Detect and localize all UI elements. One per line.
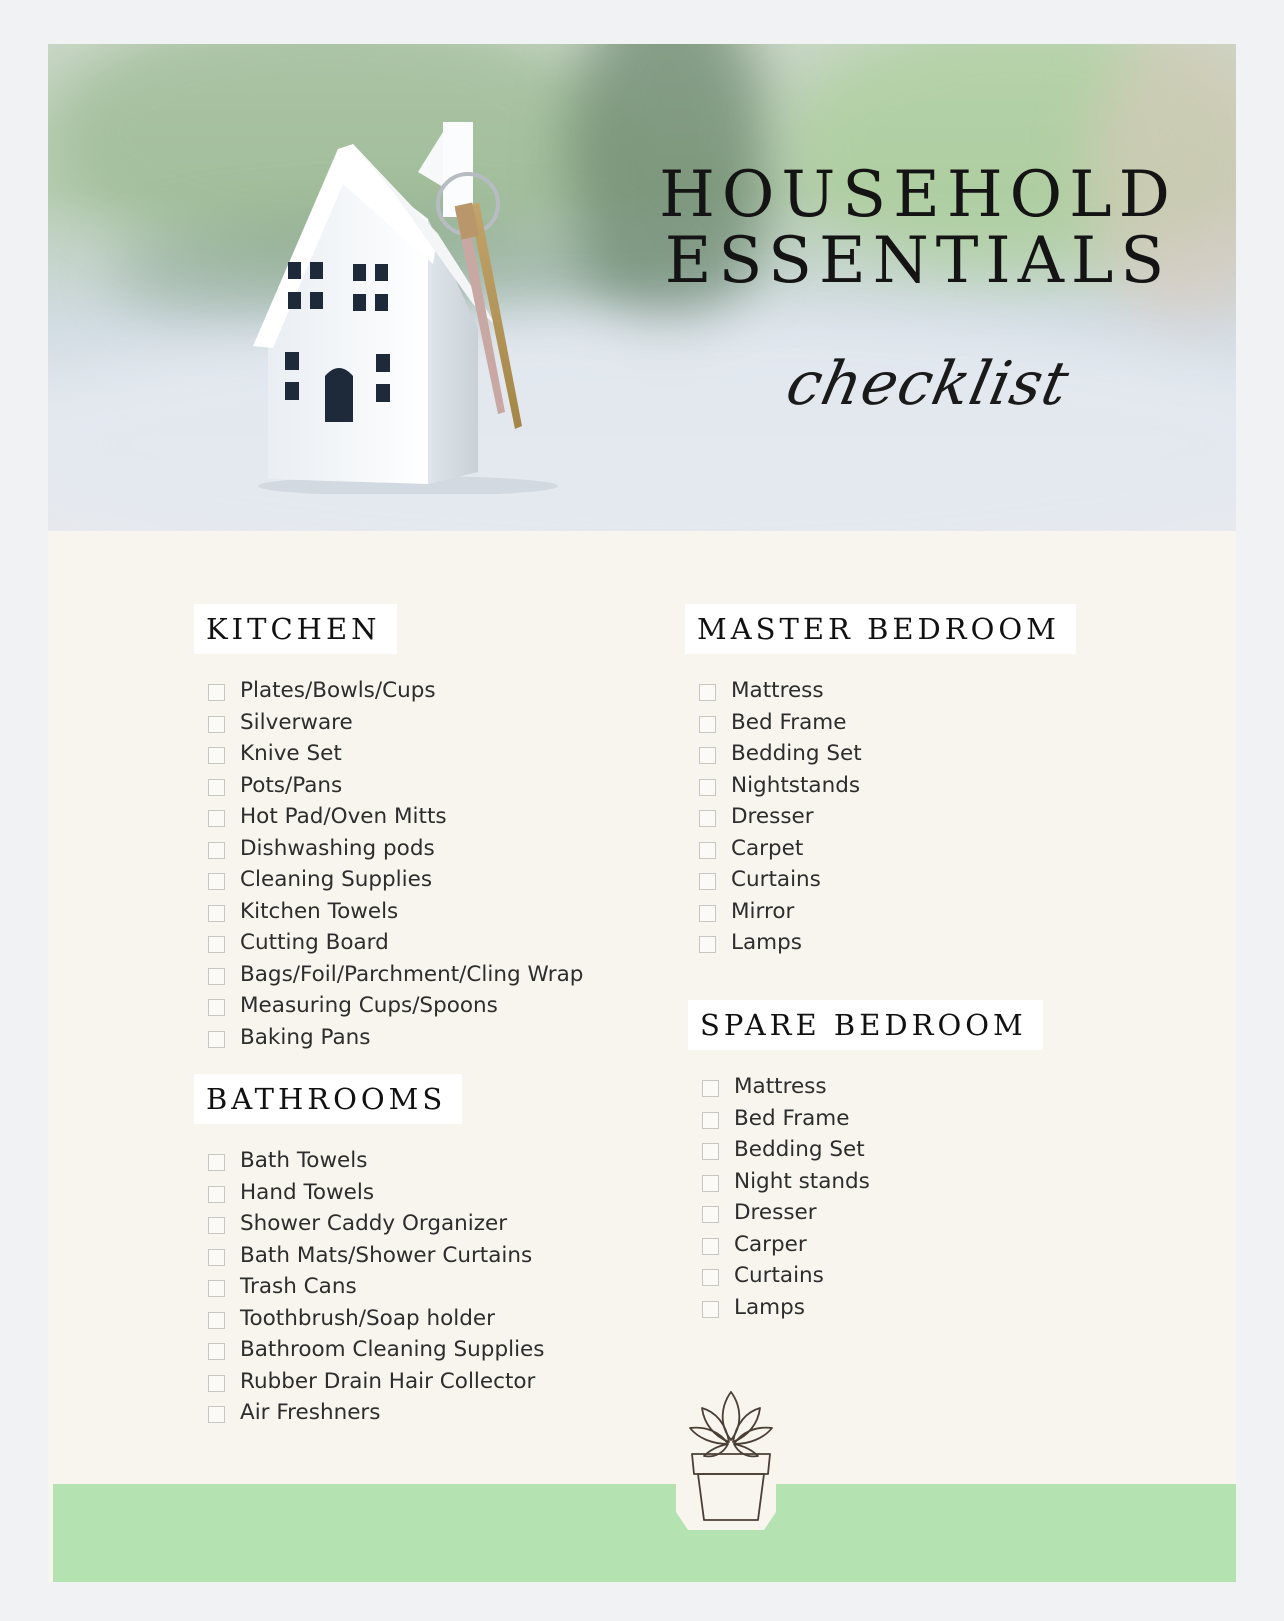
empty-checkbox-icon[interactable] — [208, 747, 225, 764]
checklist-item — [194, 865, 583, 897]
empty-checkbox-icon[interactable] — [699, 716, 716, 733]
item-label: Measuring Cups/Spoons — [240, 993, 498, 1018]
empty-checkbox-icon[interactable] — [699, 905, 716, 922]
empty-checkbox-icon[interactable] — [208, 999, 225, 1016]
checklist-item — [688, 1104, 1043, 1136]
empty-checkbox-icon[interactable] — [208, 810, 225, 827]
checklist-item — [194, 1178, 544, 1210]
checklist-item — [194, 676, 583, 708]
checklist-item — [194, 708, 583, 740]
item-label: Air Freshners — [240, 1400, 381, 1425]
empty-checkbox-icon[interactable] — [208, 716, 225, 733]
checklist-item — [194, 928, 583, 960]
checklist-item — [685, 771, 1076, 803]
checklist-item — [685, 708, 1076, 740]
checklist-item — [194, 897, 583, 929]
checklist-item — [685, 834, 1076, 866]
empty-checkbox-icon[interactable] — [208, 1406, 225, 1423]
checklist-item — [685, 802, 1076, 834]
item-label: Bathroom Cleaning Supplies — [240, 1337, 545, 1362]
checklist-page — [48, 44, 1236, 1582]
item-label: Mirror — [731, 898, 795, 924]
checklist-item — [194, 960, 583, 992]
checklist-item — [688, 1135, 1043, 1167]
empty-checkbox-icon[interactable] — [208, 873, 225, 890]
empty-checkbox-icon[interactable] — [208, 968, 225, 985]
title-line-1: HOUSEHOLD — [659, 158, 1177, 232]
checklist-item — [688, 1198, 1043, 1230]
empty-checkbox-icon[interactable] — [208, 1249, 225, 1266]
empty-checkbox-icon[interactable] — [208, 1186, 225, 1203]
item-label: Bags/Foil/Parchment/Cling Wrap — [240, 961, 584, 987]
checklist-item — [685, 928, 1076, 960]
item-label: Lamps — [734, 1294, 805, 1320]
checklist-item — [194, 1209, 544, 1241]
master-bedroom-checklist — [685, 676, 1076, 960]
item-label: Mattress — [731, 678, 824, 703]
item-label: Bedding Set — [731, 741, 862, 766]
section-heading: BATHROOMS — [194, 1074, 462, 1124]
item-label: Hot Pad/Oven Mitts — [240, 804, 447, 829]
empty-checkbox-icon[interactable] — [208, 1031, 225, 1048]
empty-checkbox-icon[interactable] — [702, 1269, 719, 1286]
checklist-item — [688, 1072, 1043, 1104]
potted-plant-icon — [688, 1384, 774, 1528]
checklist-item — [685, 865, 1076, 897]
checklist-item — [688, 1230, 1043, 1262]
checklist-item — [194, 1272, 544, 1304]
empty-checkbox-icon[interactable] — [702, 1238, 719, 1255]
checklist-item — [194, 1398, 544, 1430]
checklist-item — [194, 1367, 544, 1399]
item-label: Rubber Drain Hair Collector — [240, 1368, 536, 1394]
item-label: Curtains — [731, 867, 821, 892]
item-label: Dresser — [734, 1200, 817, 1225]
hero-banner — [48, 44, 1236, 531]
page-subtitle: checklist — [780, 349, 1076, 419]
item-label: Baking Pans — [240, 1024, 371, 1050]
item-label: Toothbrush/Soap holder — [240, 1305, 495, 1331]
master-bedroom-section — [685, 604, 1076, 960]
checklist-item — [194, 1023, 583, 1055]
kitchen-section — [194, 604, 583, 1054]
empty-checkbox-icon[interactable] — [699, 842, 716, 859]
empty-checkbox-icon[interactable] — [699, 873, 716, 890]
bathrooms-checklist — [194, 1146, 544, 1430]
empty-checkbox-icon[interactable] — [208, 905, 225, 922]
empty-checkbox-icon[interactable] — [702, 1206, 719, 1223]
empty-checkbox-icon[interactable] — [208, 842, 225, 859]
empty-checkbox-icon[interactable] — [699, 779, 716, 796]
item-label: Bedding Set — [734, 1137, 865, 1162]
item-label: Bath Towels — [240, 1148, 368, 1173]
item-label: Lamps — [731, 930, 802, 955]
empty-checkbox-icon[interactable] — [208, 1154, 225, 1171]
item-label: Cleaning Supplies — [240, 867, 433, 892]
empty-checkbox-icon[interactable] — [699, 684, 716, 701]
checklist-item — [194, 1335, 544, 1367]
checklist-item — [685, 676, 1076, 708]
checklist-item — [688, 1293, 1043, 1325]
background-blur — [48, 314, 1236, 531]
checklist-item — [194, 802, 583, 834]
item-label: Shower Caddy Organizer — [240, 1211, 508, 1236]
footer-band — [53, 1484, 1236, 1582]
empty-checkbox-icon[interactable] — [699, 936, 716, 953]
spare-bedroom-section — [688, 1000, 1043, 1324]
empty-checkbox-icon[interactable] — [702, 1301, 719, 1318]
checklist-item — [194, 1304, 544, 1336]
empty-checkbox-icon[interactable] — [699, 810, 716, 827]
item-label: Bath Mats/Shower Curtains — [240, 1242, 533, 1268]
spare-bedroom-checklist — [688, 1072, 1043, 1324]
item-label: Carpet — [731, 835, 804, 861]
item-label: Bed Frame — [731, 709, 847, 735]
checklist-item — [194, 834, 583, 866]
item-label: Silverware — [240, 709, 353, 735]
page-title — [648, 158, 1188, 298]
item-label: Hand Towels — [240, 1179, 375, 1205]
empty-checkbox-icon[interactable] — [702, 1112, 719, 1129]
kitchen-checklist — [194, 676, 583, 1054]
item-label: Pots/Pans — [240, 772, 343, 798]
bathrooms-section — [194, 1074, 544, 1430]
section-heading: MASTER BEDROOM — [685, 604, 1076, 654]
item-label: Carper — [734, 1231, 807, 1257]
checklist-item — [688, 1261, 1043, 1293]
checklist-item — [194, 771, 583, 803]
checklist-item — [194, 991, 583, 1023]
item-label: Mattress — [734, 1074, 827, 1099]
item-label: Nightstands — [731, 772, 861, 798]
house-with-keys-icon — [243, 114, 583, 498]
empty-checkbox-icon[interactable] — [208, 684, 225, 701]
empty-checkbox-icon[interactable] — [208, 1343, 225, 1360]
item-label: Knive Set — [240, 741, 342, 766]
checklist-item — [194, 739, 583, 771]
empty-checkbox-icon[interactable] — [208, 1280, 225, 1297]
empty-checkbox-icon[interactable] — [702, 1143, 719, 1160]
empty-checkbox-icon[interactable] — [702, 1080, 719, 1097]
item-label: Bed Frame — [734, 1105, 850, 1131]
empty-checkbox-icon[interactable] — [699, 747, 716, 764]
checklist-item — [688, 1167, 1043, 1199]
empty-checkbox-icon[interactable] — [208, 1312, 225, 1329]
empty-checkbox-icon[interactable] — [208, 1375, 225, 1392]
title-line-2: ESSENTIALS — [664, 224, 1172, 298]
checklist-item — [685, 739, 1076, 771]
item-label: Kitchen Towels — [240, 898, 399, 924]
empty-checkbox-icon[interactable] — [208, 1217, 225, 1234]
item-label: Dishwashing pods — [240, 835, 435, 861]
item-label: Night stands — [734, 1168, 870, 1194]
section-heading: KITCHEN — [194, 604, 397, 654]
item-label: Trash Cans — [240, 1274, 357, 1299]
checklist-item — [685, 897, 1076, 929]
item-label: Curtains — [734, 1263, 824, 1288]
checklist-item — [194, 1241, 544, 1273]
item-label: Dresser — [731, 804, 814, 829]
empty-checkbox-icon[interactable] — [702, 1175, 719, 1192]
item-label: Cutting Board — [240, 930, 389, 955]
checklist-item — [194, 1146, 544, 1178]
empty-checkbox-icon[interactable] — [208, 779, 225, 796]
section-heading: SPARE BEDROOM — [688, 1000, 1043, 1050]
empty-checkbox-icon[interactable] — [208, 936, 225, 953]
item-label: Plates/Bowls/Cups — [240, 678, 436, 703]
